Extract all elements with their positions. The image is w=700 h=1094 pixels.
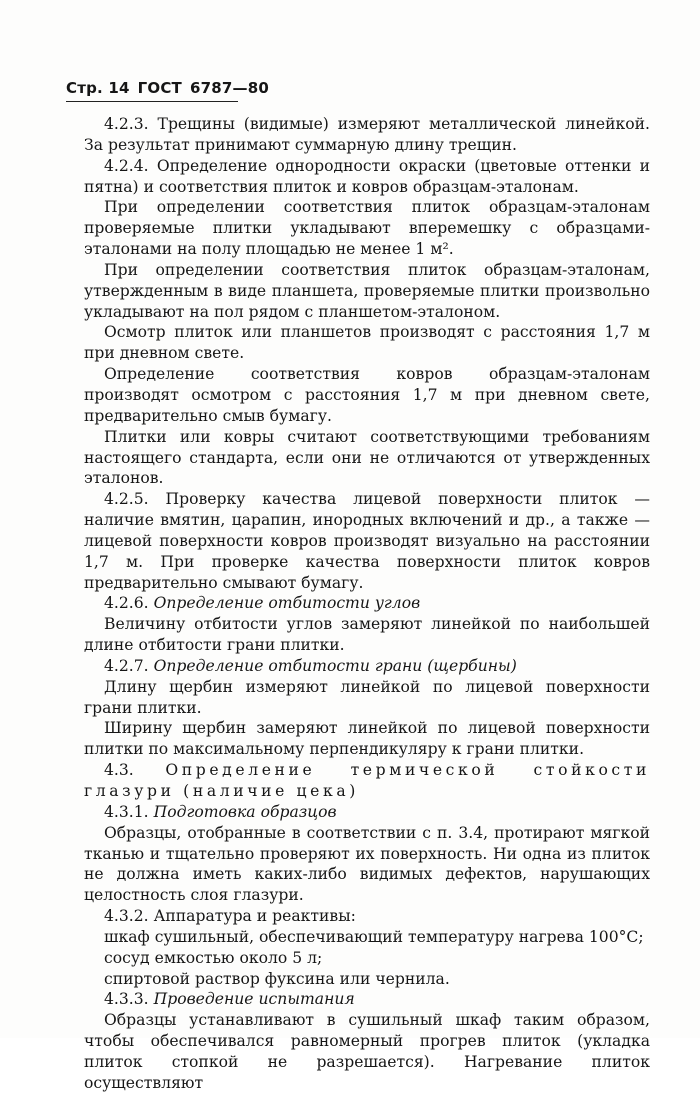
- page-header: [66, 79, 277, 97]
- section-title: Подготовка образцов: [153, 802, 337, 821]
- section-number: 4.3.: [104, 761, 134, 780]
- paragraph: Длину щербин измеряют линейкой по лицевой поверхности грани плитки.: [84, 677, 650, 717]
- standard-number: 6787—80: [190, 79, 270, 97]
- section-title: Определение отбитости грани (щербины): [153, 656, 517, 675]
- list-item: сосуд емкостью около 5 л;: [104, 948, 323, 967]
- section-heading-4-3-3: [84, 989, 650, 1010]
- section-title: Определение отбитости углов: [153, 594, 421, 613]
- list-item: шкаф сушильный, обеспечивающий температуру нагрева 100°С;: [104, 927, 644, 946]
- paragraph: Определение соответствия ковров образцам-эталонам производят осмотром с расстояния 1,7 м при дневном свете, предварительно смыв бумагу.: [84, 365, 650, 425]
- section-number: 4.2.7.: [104, 656, 149, 675]
- paragraph: При определении соответствия плиток образцам-эталонам проверяемые плитки укладывают вперемешку с образцами-эталонами на полу площадью не менее 1 м².: [84, 198, 650, 259]
- paragraph: При определении соответствия плиток образцам-эталонам, утвержденным в виде планшета, проверяемые плитки произвольно укладывают на пол рядом с планшетом-эталоном.: [84, 260, 650, 321]
- section-heading-4-2-6: [84, 593, 650, 614]
- paragraph: Образцы, отобранные в соответствии с п. 3.4, протирают мягкой тканью и тщательно проверяют их поверхность. Ни одна из плиток не должна иметь каких-либо видимых дефектов, нарушающих целостность слоя глазури.: [84, 823, 650, 905]
- standard-label: ГОСТ: [137, 79, 182, 97]
- section-title: Проведение испытания: [153, 990, 355, 1009]
- paragraph-4-2-3: 4.2.3. Трещины (видимые) измеряют металлической линейкой. За результат принимают суммарную длину трещин.: [84, 115, 650, 154]
- paragraph-4-3-2: 4.3.2. Аппаратура и реактивы:: [104, 907, 356, 926]
- list-item: спиртовой раствор фуксина или чернила.: [104, 969, 450, 988]
- section-heading-4-3: [84, 760, 650, 802]
- section-title: Определение термической стойкости глазури (наличие цека): [84, 761, 650, 800]
- paragraph: Плитки или ковры считают соответствующими требованиям настоящего стандарта, если они не отличаются от утвержденных эталонов.: [84, 427, 650, 488]
- section-heading-4-3-1: [84, 802, 650, 823]
- paragraph-4-2-4: 4.2.4. Определение однородности окраски (цветовые оттенки и пятна) и соответствия плиток и ковров образцам-эталонам.: [84, 156, 650, 196]
- paragraph: Величину отбитости углов замеряют линейкой по наибольшей длине отбитости грани плитки.: [84, 615, 650, 655]
- page-number: Стр. 14: [66, 79, 130, 97]
- paragraph: Образцы устанавливают в сушильный шкаф таким образом, чтобы обеспечивался равномерный прогрев плиток (укладка плиток стопкой не разрешается). Нагревание плиток осуществляют: [84, 1011, 650, 1092]
- paragraph: Осмотр плиток или планшетов производят с расстояния 1,7 м при дневном свете.: [84, 323, 650, 363]
- paragraph-4-2-5: 4.2.5. Проверку качества лицевой поверхности плиток — наличие вмятин, царапин, инородных включений и др., а также — лицевой поверхности ковров производят визуально на расстоянии 1,7 м. При проверке качества поверхности плиток ковров предварительно смывают бумагу.: [84, 490, 650, 592]
- section-number: 4.2.6.: [104, 594, 149, 613]
- header-rule: [66, 101, 238, 102]
- section-number: 4.3.3.: [104, 990, 149, 1009]
- paragraph: Ширину щербин замеряют линейкой по лицевой поверхности плитки по максимальному перпендикуляру к грани плитки.: [84, 719, 650, 759]
- section-number: 4.3.1.: [104, 802, 149, 821]
- document-body: [84, 114, 650, 1094]
- section-heading-4-2-7: [84, 656, 650, 677]
